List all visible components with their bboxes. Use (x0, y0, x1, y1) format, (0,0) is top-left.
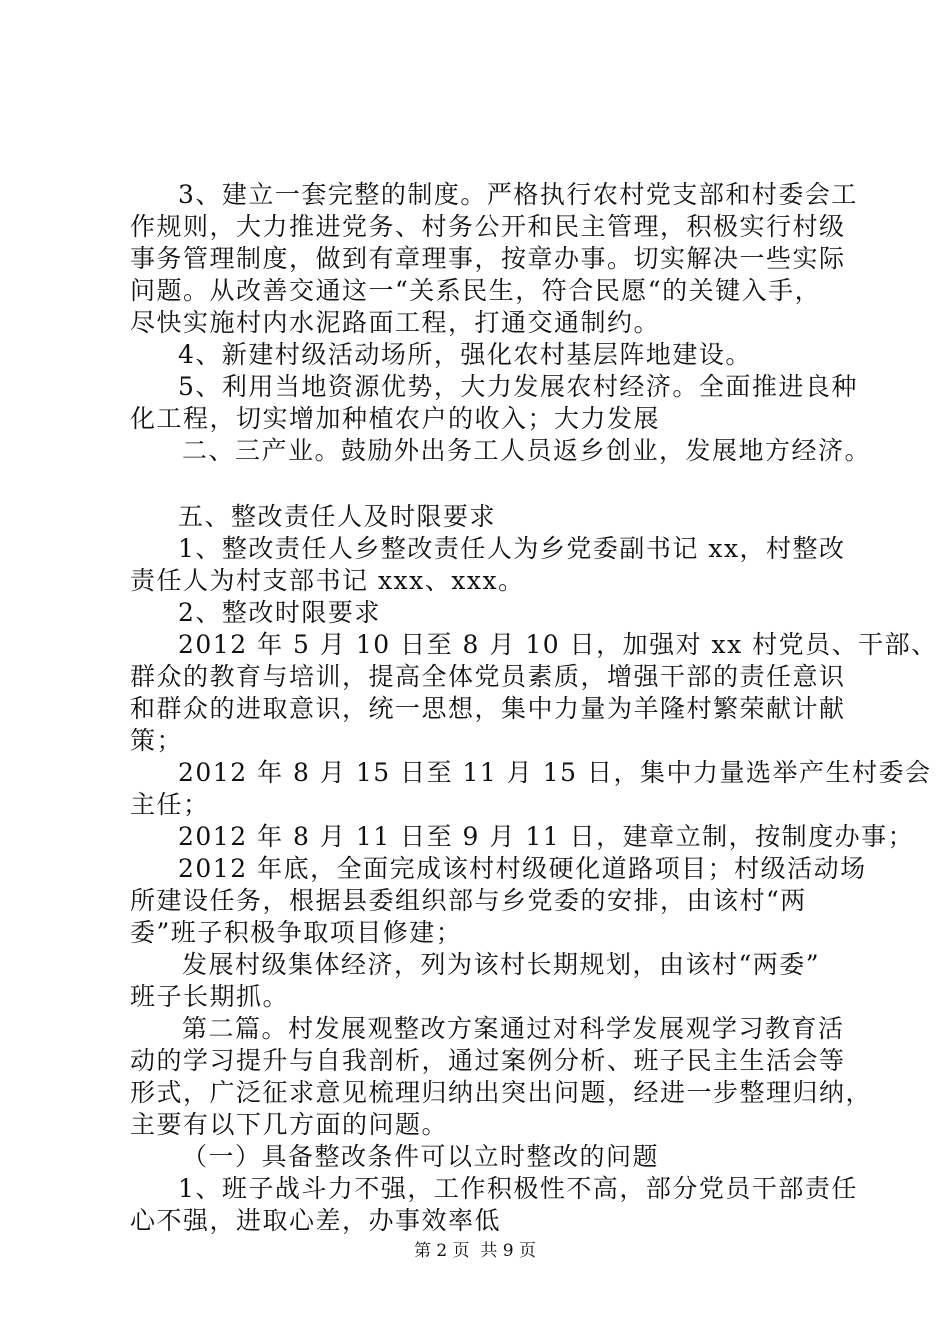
text-line: 问题。从改善交通这一“关系民生，符合民愿“的关键入手， (130, 276, 822, 305)
text-line: 1、班子战斗力不强，工作积极性不高，部分党员干部责任 (178, 1174, 858, 1203)
text-line: 动的学习提升与自我剖析，通过案例分析、班子民主生活会等 (130, 1046, 846, 1075)
text-line: 所建设任务，根据县委组织部与乡党委的安排，由该村“两 (130, 886, 807, 915)
text-line: 5、利用当地资源优势，大力发展农村经济。全面推进良种 (178, 372, 858, 401)
text-line: 化工程，切实增加种植农户的收入；大力发展 (130, 404, 661, 433)
text-line: 作规则，大力推进党务、村务公开和民主管理，积极实行村级 (130, 212, 846, 241)
text-line: 主任； (130, 790, 210, 819)
section-heading: 五、整改责任人及时限要求 (178, 502, 497, 531)
text-line: 2012 年底，全面完成该村村级硬化道路项目；村级活动场 (178, 854, 867, 883)
text-line: 和群众的进取意识，统一思想，集中力量为羊隆村繁荣献计献 (130, 694, 846, 723)
text-line: 尽快实施村内水泥路面工程，打通交通制约。 (130, 308, 661, 337)
text-line: 群众的教育与培训，提高全体党员素质，增强干部的责任意识 (130, 662, 846, 691)
text-line: 2、整改时限要求 (178, 598, 381, 627)
section-heading: （一）具备整改条件可以立时整改的问题 (182, 1142, 660, 1171)
text-line: 2012 年 5 月 10 日至 8 月 10 日，加强对 xx 村党员、干部、 (178, 630, 938, 659)
text-line: 心不强，进取心差，办事效率低 (130, 1206, 502, 1235)
text-line: 发展村级集体经济，列为该村长期规划，由该村“两委” (182, 950, 821, 979)
text-line: 班子长期抓。 (130, 982, 290, 1011)
text-line: 主要有以下几方面的问题。 (130, 1110, 449, 1139)
text-line: 第二篇。村发展观整改方案通过对科学发展观学习教育活 (182, 1014, 845, 1043)
text-line: 2012 年 8 月 15 日至 11 月 15 日，集中力量选举产生村委会 (178, 758, 932, 787)
text-line: 4、新建村级活动场所，强化农村基层阵地建设。 (178, 340, 752, 369)
text-line: 1、整改责任人乡整改责任人为乡党委副书记 xx，村整改 (178, 534, 846, 563)
text-line: 二、三产业。鼓励外出务工人员返乡创业，发展地方经济。 (182, 436, 872, 465)
text-line: 事务管理制度，做到有章理事，按章办事。切实解决一些实际 (130, 244, 846, 273)
text-line: 责任人为村支部书记 xxx、xxx。 (130, 566, 525, 595)
text-line: 形式，广泛征求意见梳理归纳出突出问题，经进一步整理归纳， (130, 1078, 873, 1107)
text-line: 策； (130, 726, 184, 755)
text-line: 委”班子积极争取项目修建； (130, 918, 463, 947)
text-line: 2012 年 8 月 11 日至 9 月 11 日，建章立制，按制度办事； (178, 822, 915, 851)
text-line: 3、建立一套完整的制度。严格执行农村党支部和村委会工 (178, 180, 858, 209)
page-indicator: 第 2 页 共 9 页 (413, 1241, 537, 1261)
